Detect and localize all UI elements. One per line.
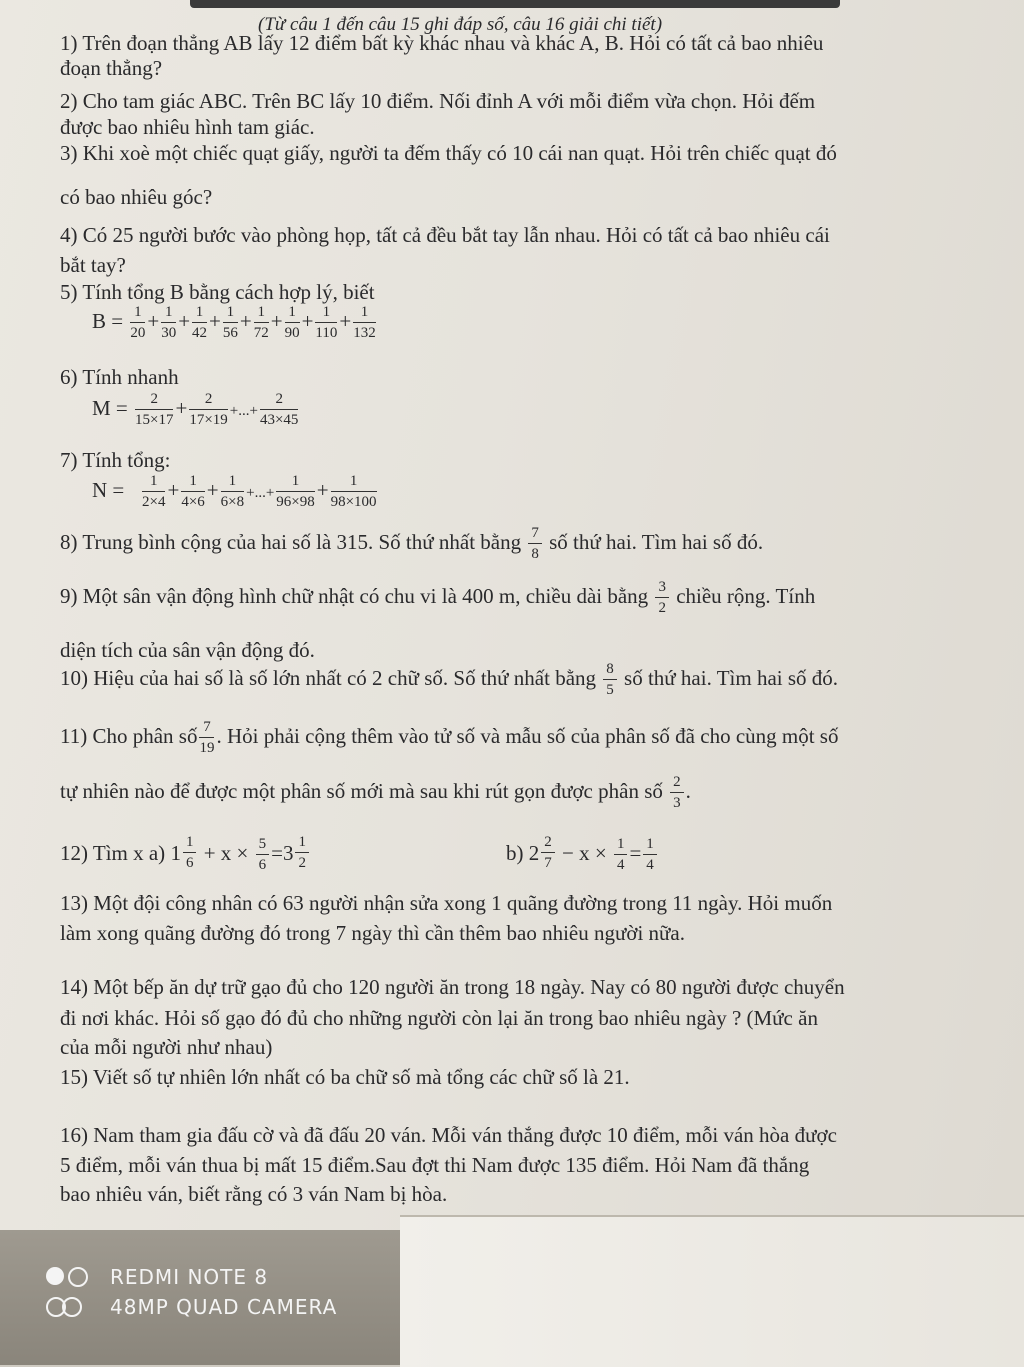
question-1-line-2: đoạn thẳng? xyxy=(60,56,163,80)
fraction: $\frac{1}{132}$ xyxy=(353,304,376,341)
question-14-line-2: đi nơi khác. Hỏi số gạo đó đủ cho những người còn lại ăn trong bao nhiêu ngày ? (Mức ăn xyxy=(60,1006,818,1030)
fraction: $\frac{1}{90}$ xyxy=(284,304,300,341)
header-note: (Từ câu 1 đến câu 15 ghi đáp số, câu 16 giải chi tiết) xyxy=(258,14,663,35)
question-12-part-b: b) 2 $\frac{2}{7}$ − x × $\frac{1}{4}$ = $\frac{1}{4}$ xyxy=(506,835,659,873)
fraction: $\frac{2}{3}$ xyxy=(670,775,684,811)
question-10: 10) Hiệu của hai số là số lớn nhất có 2 chữ số. Số thứ nhất bằng $\frac{8}{5}$ số thứ hai. Tìm hai số đó. xyxy=(60,661,839,698)
ellipsis: +...+ xyxy=(246,484,275,501)
fraction: $\frac{5}{6}$ xyxy=(256,837,270,873)
question-9-line-2: diện tích của sân vận động đó. xyxy=(60,638,315,662)
question-14-line-1: 14) Một bếp ăn dự trữ gạo đủ cho 120 người ăn trong 18 ngày. Nay có 80 người được chuyển xyxy=(60,975,845,999)
fraction: $\frac{3}{2}$ xyxy=(655,580,669,616)
question-11-line-1: 11) Cho phân số $\frac{7}{19}$ . Hỏi phải cộng thêm vào tử số và mẫu số của phân số đã cho cùng một số xyxy=(60,719,839,756)
ellipsis: +...+ xyxy=(229,402,258,419)
question-16-line-1: 16) Nam tham gia đấu cờ và đã đấu 20 ván. Mỗi ván thắng được 10 điểm, mỗi ván hòa được xyxy=(60,1123,837,1147)
fraction: $\frac{8}{5}$ xyxy=(603,662,617,698)
fraction: $\frac{1}{98\times 100}$ xyxy=(330,473,377,510)
question-16-line-3: bao nhiêu ván, biết rằng có 3 ván Nam bị hòa. xyxy=(60,1182,448,1206)
question-6-text: 6) Tính nhanh xyxy=(60,365,179,389)
watermark-camera: 48MP QUAD CAMERA xyxy=(110,1295,338,1319)
mixed-number: 1 $\frac{1}{6}$ xyxy=(170,835,198,871)
fraction: $\frac{1}{42}$ xyxy=(192,304,208,341)
mixed-number: =3 $\frac{1}{2}$ xyxy=(271,835,311,871)
question-14-line-3: của mỗi người như nhau) xyxy=(60,1035,273,1059)
fraction: $\frac{1}{2\times 4}$ xyxy=(142,473,166,510)
question-6-formula: M = $\frac{2}{15\times 17}$ + $\frac{2}{17\times 19}$ +...+ $\frac{2}{43\times 45}$ xyxy=(92,391,299,428)
question-8: 8) Trung bình cộng của hai số là 315. Số thứ nhất bằng $\frac{7}{8}$ số thứ hai. Tìm hai số đó. xyxy=(60,525,764,562)
question-13-line-1: 13) Một đội công nhân có 63 người nhận sửa xong 1 quãng đường trong 11 ngày. Hỏi muốn xyxy=(60,891,833,915)
question-5-text: 5) Tính tổng B bằng cách hợp lý, biết xyxy=(60,280,375,304)
fraction: $\frac{1}{4}$ xyxy=(614,837,628,873)
fraction: $\frac{1}{72}$ xyxy=(253,304,269,341)
fraction: $\frac{7}{19}$ xyxy=(199,719,215,756)
question-7-formula: N = $\frac{1}{2\times 4}$ + $\frac{1}{4\times 6}$ + $\frac{1}{6\times 8}$ +...+ $\frac{1}{96\times 98}$ + $\frac{1}{98\times 100}$ xyxy=(92,473,377,510)
question-4-line-2: bắt tay? xyxy=(60,253,126,277)
fraction: $\frac{2}{43\times 45}$ xyxy=(259,391,299,428)
fraction: $\frac{1}{56}$ xyxy=(222,304,238,341)
fraction: $\frac{2}{17\times 19}$ xyxy=(189,391,228,428)
question-2-line-2: được bao nhiêu hình tam giác. xyxy=(60,115,315,139)
watermark-model: REDMI NOTE 8 xyxy=(110,1265,269,1289)
fraction: $\frac{1}{30}$ xyxy=(161,304,177,341)
question-12: 12) Tìm x a) 1 $\frac{1}{6}$ + x × $\frac{5}{6}$ =3 $\frac{1}{2}$ xyxy=(60,835,311,873)
fraction: $\frac{2}{15\times 17}$ xyxy=(135,391,174,428)
question-4-line-1: 4) Có 25 người bước vào phòng họp, tất cả đều bắt tay lẫn nhau. Hỏi có tất cả bao nhiêu cái xyxy=(60,223,830,247)
fraction: $\frac{1}{6\times 8}$ xyxy=(220,473,245,510)
question-9-line-1: 9) Một sân vận động hình chữ nhật có chu vi là 400 m, chiều dài bằng $\frac{3}{2}$ chiều rộng. Tính xyxy=(60,579,816,616)
formula-lhs: B = xyxy=(92,308,124,333)
camera-dots-icon xyxy=(46,1267,96,1287)
question-11-line-2: tự nhiên nào để được một phân số mới mà sau khi rút gọn được phân số $\frac{2}{3}$ . xyxy=(60,774,691,811)
question-1-line-1: 1) Trên đoạn thẳng AB lấy 12 điểm bất kỳ khác nhau và khác A, B. Hỏi có tất cả bao nhiêu xyxy=(60,31,824,55)
mixed-number: 2 $\frac{2}{7}$ xyxy=(529,835,557,871)
camera-watermark xyxy=(46,1262,337,1322)
second-paper-sheet xyxy=(400,1215,1024,1367)
fraction: $\frac{1}{110}$ xyxy=(315,304,338,341)
fraction: $\frac{1}{20}$ xyxy=(130,304,146,341)
fraction: $\frac{1}{4}$ xyxy=(643,837,657,873)
question-16-line-2: 5 điểm, mỗi ván thua bị mất 15 điểm.Sau đợt thi Nam được 135 điểm. Hỏi Nam đã thắng xyxy=(60,1153,810,1177)
formula-lhs: M = xyxy=(92,395,128,420)
fraction: $\frac{1}{4\times 6}$ xyxy=(181,473,205,510)
question-15: 15) Viết số tự nhiên lớn nhất có ba chữ số mà tổng các chữ số là 21. xyxy=(60,1065,630,1089)
question-2-line-1: 2) Cho tam giác ABC. Trên BC lấy 10 điểm. Nối đỉnh A với mỗi điểm vừa chọn. Hỏi đếm xyxy=(60,89,816,113)
formula-lhs: N = xyxy=(92,477,125,502)
paper-top-edge xyxy=(190,0,840,8)
question-7-text: 7) Tính tổng: xyxy=(60,448,171,472)
question-5-formula: B = $\frac{1}{20}$ + $\frac{1}{30}$ + $\frac{1}{42}$ + $\frac{1}{56}$ + $\frac{1}{72}$ + $\frac{1}{90}$ + $\frac{1}{110}$ + $\frac{1}{132}$ xyxy=(92,304,376,341)
fraction: $\frac{7}{8}$ xyxy=(528,526,542,562)
camera-rings-icon xyxy=(46,1297,96,1317)
question-3-line-2: có bao nhiêu góc? xyxy=(60,185,213,209)
fraction: $\frac{1}{96\times 98}$ xyxy=(276,473,315,510)
question-13-line-2: làm xong quãng đường đó trong 7 ngày thì cần thêm bao nhiêu người nữa. xyxy=(60,921,685,945)
question-3-line-1: 3) Khi xoè một chiếc quạt giấy, người ta đếm thấy có 10 cái nan quạt. Hỏi trên chiếc quạt đó xyxy=(60,141,837,165)
